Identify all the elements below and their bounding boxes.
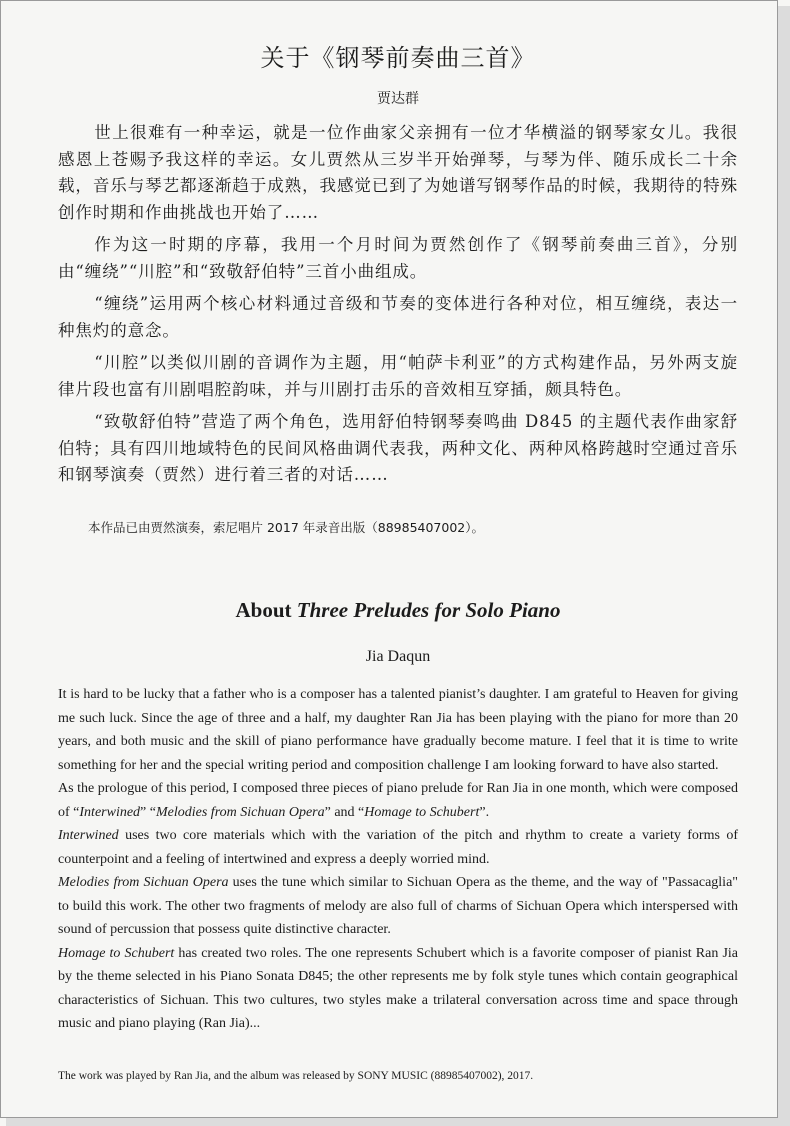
english-paragraph-4: Melodies from Sichuan Opera uses the tune which similar to Sichuan Opera as the theme, and the way of "Passacaglia" to build this work. The other two fragments of melody are also full of charms of Sichuan Opera which interspersed with sound of percussion that possess quite distinctive character. [58,875,738,937]
chinese-paragraph-1: 世上很难有一种幸运，就是一位作曲家父亲拥有一位才华横溢的钢琴家女儿。我很感恩上苍赐予我这样的幸运。女儿贾然从三岁半开始弹琴，与琴为伴、随乐成长二十余载，音乐与琴艺都逐渐趋于成熟，我感觉已到了为她谱写钢琴作品的时候，我期待的特殊创作时期和作曲挑战也开始了…… [58,123,738,222]
english-paragraph-5: Homage to Schubert has created two roles. The one represents Schubert which is a favorite composer of pianist Ran Jia by the theme selected in his Piano Sonata D845; the other represents me by folk style tunes which contain geographical characteristics of Sichuan. This two cultures, two styles make a trilateral conversation across time and space through music and piano playing (Ran Jia)... [58,945,738,1031]
chinese-body [58,120,738,495]
chinese-paragraph-3: “缠绕”运用两个核心材料通过音级和节奏的变体进行各种对位，相互缠绕，表达一种焦灼的意念。 [58,294,738,340]
chinese-recording-note: 本作品已由贾然演奏，索尼唱片 2017 年录音出版（88985407002）。 [88,520,484,535]
chinese-paragraph-4: “川腔”以类似川剧的音调作为主题，用“帕萨卡利亚”的方式构建作品，另外两支旋律片段也富有川剧唱腔韵味，并与川剧打击乐的音效相互穿插，颇具特色。 [58,353,738,399]
english-author: Jia Daqun [365,648,431,665]
page-shadow-right [778,6,790,1126]
english-body [58,683,738,1036]
chinese-paragraph-2: 作为这一时期的序幕，我用一个月时间为贾然创作了《钢琴前奏曲三首》，分别由“缠绕”“川腔”和“致敬舒伯特”三首小曲组成。 [58,235,738,281]
chinese-title: 关于《钢琴前奏曲三首》 [260,44,536,72]
page-shadow-bottom [6,1118,790,1126]
english-paragraph-1: It is hard to be lucky that a father who is a composer has a talented pianist’s daughter. I am grateful to Heaven for giving me such luck. Since the age of three and a half, my daughter Ran Jia has been playing with the piano for more than 20 years, and both music and the skill of piano performance have gradually become mature. I feel that it is time to write something for her and the special writing period and composition challenge I am looking forward to have also started. [58,687,738,773]
english-title [58,598,738,623]
english-title-prefix: About [235,598,297,622]
english-paragraph-3: Interwined uses two core materials which with the variation of the pitch and rhythm to create a variety forms of counterpoint and a feeling of intertwined and express a deeply worried mind. [58,828,738,867]
english-title-work: Three Preludes for Solo Piano [296,598,561,622]
chinese-author: 贾达群 [377,91,419,107]
english-paragraph-2: As the prologue of this period, I composed three pieces of piano prelude for Ran Jia in one month, which were composed of “Interwined” “Melodies from Sichuan Opera” and “Homage to Schubert”. [58,781,738,820]
chinese-paragraph-5: “致敬舒伯特”营造了两个角色，选用舒伯特钢琴奏鸣曲 D845 的主题代表作曲家舒伯特；具有四川地域特色的民间风格曲调代表我，两种文化、两种风格跨越时空通过音乐和钢琴演奏（贾然）进行着三者的对话…… [58,412,738,484]
english-recording-note: The work was played by Ran Jia, and the album was released by SONY MUSIC (88985407002), 2017. [58,1070,534,1082]
